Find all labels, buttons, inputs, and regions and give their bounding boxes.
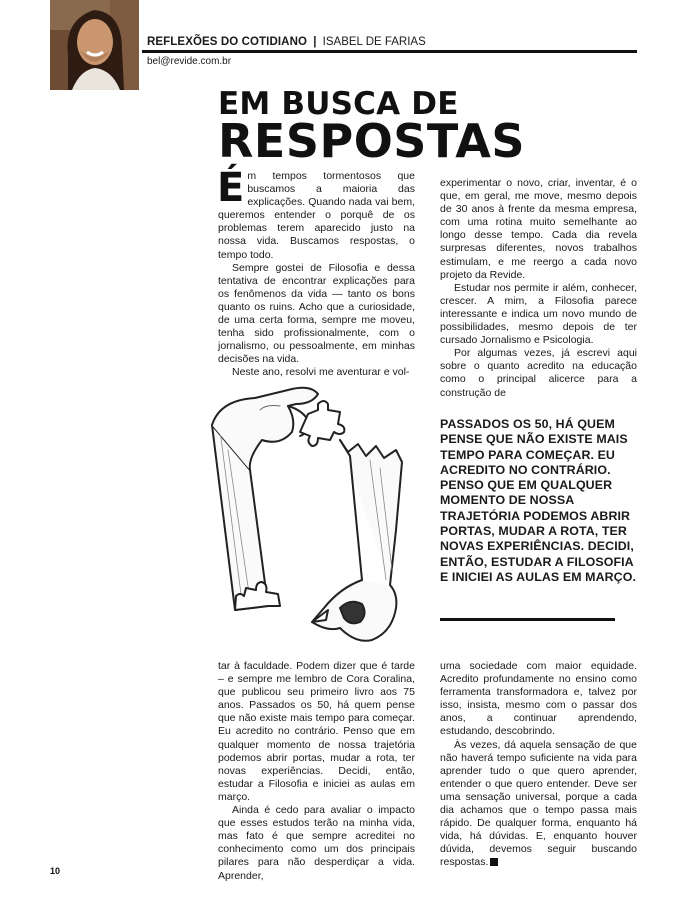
page-number: 10 [50, 866, 61, 876]
author-portrait-icon [50, 0, 139, 90]
end-of-article-mark-icon [490, 858, 498, 866]
paragraph-text: m tempos tormentosos que buscamos a maioria das explicações. Quando nada vai bem, queremos entender o porquê de os problemas terem aparecido justo na nossa vida. Buscamos respostas, o tempo todo. [218, 170, 415, 261]
author-photo [50, 0, 139, 90]
article-paragraph: tar à faculdade. Podem dizer que é tarde – e sempre me lembro de Cora Coralina, que publicou seu primeiro livro aos 75 anos. Passados os 50, há quem pense que não existe mais tempo para começar. Eu acredito no contrário. Penso que em qualquer momento de nossa trajetória podemos abrir portas, mudar a rota, ter novas experiências. Decidi, então, estudar a Filosofia e iniciei as aulas em março. [218, 660, 415, 803]
article-paragraph [217, 165, 415, 262]
headline-line-2: RESPOSTAS [218, 114, 525, 168]
section-name: REFLEXÕES DO COTIDIANO [147, 36, 308, 48]
header-separator: | [313, 36, 317, 48]
article-paragraph: uma sociedade com maior equidade. Acredito profundamente no ensino como ferramenta transformadora e, talvez por isso, insista, mesmo com o passar dos anos, a continuar aprendendo, estudando, descobrindo. [440, 660, 637, 738]
article-paragraph: Neste ano, resolvi me aventurar e vol- [232, 366, 410, 379]
article-paragraph [440, 739, 637, 870]
drop-cap: É [217, 165, 245, 211]
headline [218, 86, 525, 168]
article-paragraph: Sempre gostei de Filosofia e dessa tentativa de encontrar explicações para os fenômenos da vida — tanto os bons quanto os ruins. Acho que a curiosidade, de uma certa forma, sempre me moveu, tenha sido profissionalmente, com o jornalismo, ou pessoalmente, em minhas decisões na vida. [218, 261, 415, 366]
article-paragraph: Por algumas vezes, já escrevi aqui sobre o quanto acredito na educação como o principal alicerce para a construção de [440, 347, 637, 399]
author-name: ISABEL DE FARIAS [322, 36, 426, 48]
header-rule [142, 50, 637, 53]
paragraph-text: Às vezes, dá aquela sensação de que não haverá tempo suficiente na vida para aprender tudo o que quero aprender, entender o que quero entender. Deve ser uma sensação universal, porque a cada dia achamos que o tempo passa mais rápido. De qualquer forma, enquanto há vida, há dúvidas. E, enquanto houver dúvida, devemos seguir buscando respostas. [440, 738, 637, 869]
article-column-bottom-left [218, 660, 415, 883]
hands-holding-puzzle-pieces-icon [200, 370, 440, 660]
article-column-top-left [217, 165, 415, 380]
article-column-bottom-right [440, 660, 637, 870]
column-header [147, 36, 426, 48]
author-email[interactable]: bel@revide.com.br [147, 56, 232, 67]
article-paragraph: Estudar nos permite ir além, conhecer, crescer. A mim, a Filosofia parece interessante e indica um novo mundo de possibilidades, mesmo depois de ter cursado Jornalismo e Psicologia. [440, 281, 637, 347]
article-paragraph: Ainda é cedo para avaliar o impacto que esses estudos terão na minha vida, mas fato é que sempre acreditei no conhecimento como um dos principais pilares para não desperdiçar a vida. Aprender, [218, 804, 415, 882]
headline-line-1: EM BUSCA DE [218, 86, 459, 122]
hands-puzzle-illustration [200, 370, 440, 660]
article-column-top-right [440, 177, 637, 400]
article-paragraph: experimentar o novo, criar, inventar, é o que, em geral, me move, mesmo depois de 30 anos à frente da mesma empresa, com uma rotina muito semelhante ao longo desse tempo. Cada dia revela surpresas diferentes, novos trabalhos estimulam, e me reergo a cada novo projeto da Revide. [440, 177, 637, 281]
pull-quote: PASSADOS OS 50, HÁ QUEM PENSE QUE NÃO EXISTE MAIS TEMPO PARA COMEÇAR. EU ACREDITO NO CONTRÁRIO. PENSO QUE EM QUALQUER MOMENTO DE NOSSA TRAJETÓRIA PODEMOS ABRIR PORTAS, MUDAR A ROTA, TER NOVAS EXPERIÊNCIAS. DECIDI, ENTÃO, ESTUDAR A FILOSOFIA E INICIEI AS AULAS EM MARÇO. [440, 417, 637, 584]
pull-quote-rule [440, 618, 615, 621]
